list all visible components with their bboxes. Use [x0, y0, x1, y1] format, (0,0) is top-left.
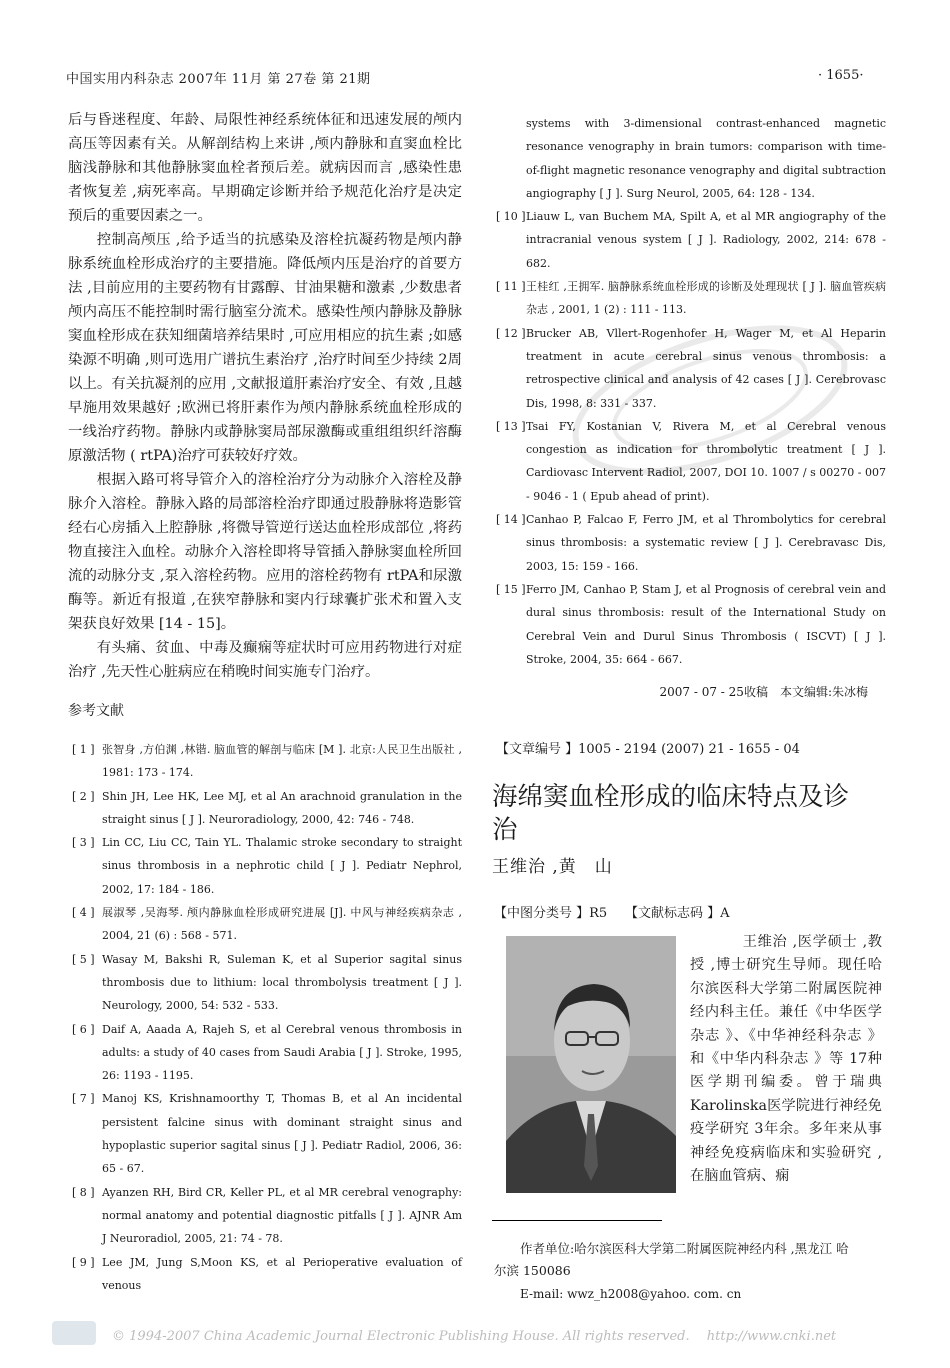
reference-text: 王桂红 ,王拥军. 脑静脉系统血栓形成的诊断及处理现状 [ J ]. 脑血管疾病杂志 , 2001, 1 (2) : 111 - 113.	[526, 280, 886, 317]
author-email: E-mail: wwz_h2008@yahoo. com. cn	[520, 1287, 742, 1301]
footnote-divider	[492, 1220, 662, 1221]
reference-item	[68, 831, 462, 901]
journal-header: 中国实用内科杂志 2007年 11月 第 27卷 第 21期	[66, 72, 371, 87]
right-column	[492, 112, 886, 700]
reference-number: [ 9 ]	[72, 1255, 95, 1269]
reference-number: [ 2 ]	[72, 789, 95, 803]
article-number: 【文章编号 】1005 - 2194 (2007) 21 - 1655 - 04	[496, 742, 800, 757]
reference-number: [ 11 ]	[496, 280, 526, 294]
author-portrait	[506, 936, 676, 1193]
reference-number: [ 12 ]	[496, 326, 526, 340]
reference-item	[68, 948, 462, 1018]
reference-text: 展淑琴 ,吴海琴. 颅内静脉血栓形成研究进展 [J]. 中风与神经疾病杂志 , 2004, 21 (6) : 568 - 571.	[102, 906, 462, 943]
left-column	[68, 108, 462, 1297]
reference-item	[492, 205, 886, 275]
reference-item	[68, 785, 462, 832]
reference-text: Shin JH, Lee HK, Lee MJ, et al An arachnoid granulation in the straight sinus [ J ]. Neuroradiology, 2000, 42: 746 - 748.	[102, 789, 462, 826]
author-bio-text: 王维治 ,医学硕士 ,教授 ,博士研究生导师。现任哈尔滨医科大学第二附属医院神经内科主任。兼任《中华医学杂志 》、《中华神经科杂志 》和《中华内科杂志 》等 17种医学期刊编委。曾于瑞典 Karolinska医学院进行神经免疫学研究 3年余。多年来从事神经免疫病临床和实验研究 ,在脑血管病、痫	[690, 934, 882, 1185]
reference-text: Liauw L, van Buchem MA, Spilt A, et al MR angiography of the intracranial venous system [ J ]. Radiology, 2002, 214: 678 - 682.	[526, 210, 886, 270]
received-date-editor: 2007 - 07 - 25收稿 本文编辑:朱冰梅	[659, 685, 868, 700]
reference-number: [ 5 ]	[72, 952, 95, 966]
cnki-logo-icon	[52, 1321, 96, 1345]
reference-text: Manoj KS, Krishnamoorthy T, Thomas B, et al An incidental persistent falcine sinus with dominant straight sinus and hypoplastic superior sagital sinus [ J ]. Pediatr Radiol, 2006, 36: 65 - 67.	[102, 1092, 462, 1176]
reference-text: Ayanzen RH, Bird CR, Keller PL, et al MR cerebral venography: normal anatomy and potential diagnostic pitfalls [ J ]. AJNR Am J Neuroradiol, 2005, 21: 74 - 78.	[102, 1185, 462, 1246]
reference-item	[492, 275, 886, 322]
page-number: · 1655·	[818, 68, 864, 83]
reference-item	[68, 1251, 462, 1298]
reference-item	[492, 508, 886, 578]
reference-number: [ 4 ]	[72, 906, 95, 920]
reference-item	[68, 738, 462, 785]
body-paragraph: 有头痛、贫血、中毒及癫痫等症状时可应用药物进行对症治疗 ,先天性心脏病应在稍晚时间实施专门治疗。	[68, 640, 462, 680]
reference-number: [ 1 ]	[72, 743, 95, 756]
reference-item	[492, 322, 886, 415]
reference-number: [ 6 ]	[72, 1022, 95, 1036]
reference-item	[68, 1018, 462, 1088]
reference-number: [ 14 ]	[496, 513, 526, 527]
reference-item	[492, 415, 886, 508]
reference-number: [ 7 ]	[72, 1092, 95, 1106]
reference-text: Ferro JM, Canhao P, Stam J, et al Prognosis of cerebral vein and dural sinus thrombosis: result of the International Study on Cerebral Vein and Durul Sinus Thrombosis ( ISCVT) [ J ]. Stroke, 2004, 35: 664 - 667.	[526, 582, 886, 666]
reference-number: [ 13 ]	[496, 419, 526, 433]
reference-text: Brucker AB, Vllert-Rogenhofer H, Wager M, et Al Heparin treatment in acute cerebral sinus venous thrombosis: a retrospective clinical and analysis of 42 cases [ J ]. Cerebrovasc Dis, 1998, 8: 331 - 337.	[526, 326, 886, 410]
reference-number: [ 15 ]	[496, 582, 526, 596]
article-authors: 王维治 ,黄 山	[492, 857, 613, 877]
classification-code: 【中图分类号 】R5	[494, 906, 608, 921]
body-paragraph: 后与昏迷程度、年龄、局限性神经系统体征和迅速发展的颅内高压等因素有关。从解剖结构上来讲 ,颅内静脉和直窦血栓比脑浅静脉和其他静脉窦血栓者预后差。就病因而言 ,感染性患者恢复差 ,病死率高。早期确定诊断并给予规范化治疗是决定预后的重要因素之一。	[68, 112, 462, 224]
author-bio	[690, 931, 882, 1188]
reference-text: Tsai FY, Kostanian V, Rivera M, et al Cerebral venous congestion as indication for thrombolytic treatment [ J ]. Cardiovasc Intervent Radiol, 2007, DOI 10. 1007 / s 00270 - 007 - 9046 - 1 ( Epub ahead of print).	[526, 419, 886, 503]
reference-item	[68, 1087, 462, 1180]
references-heading: 参考文献	[68, 703, 124, 719]
reference-text: Wasay M, Bakshi R, Suleman K, et al Superior sagital sinus thrombosis due to lithium: local thrombolysis treatment [ J ]. Neurology, 2000, 54: 532 - 533.	[102, 952, 462, 1013]
reference-item	[492, 578, 886, 671]
reference-text: 张智身 ,方伯渊 ,林锴. 脑血管的解剖与临床 [M ]. 北京:人民卫生出版社 , 1981: 173 - 174.	[102, 743, 462, 780]
reference-number: [ 3 ]	[72, 836, 95, 850]
reference-number: [ 10 ]	[496, 210, 526, 224]
reference-number: [ 8 ]	[72, 1185, 95, 1199]
article-title: 海绵窦血栓形成的临床特点及诊治	[492, 782, 850, 845]
affiliation-line: 尔滨 150086	[494, 1263, 571, 1278]
reference-text: Canhao P, Falcao F, Ferro JM, et al Thrombolytics for cerebral sinus thrombosis: a systematic review [ J ]. Cerebravasc Dis, 2003, 15: 159 - 166.	[526, 513, 886, 573]
author-affiliation	[494, 1238, 890, 1282]
reference-text: Lin CC, Liu CC, Tain YL. Thalamic stroke secondary to straight sinus thrombosis in a nephrotic child [ J ]. Pediatr Nephrol, 2002, 17: 184 - 186.	[102, 836, 462, 896]
reference-item	[68, 901, 462, 948]
reference-item	[68, 1181, 462, 1251]
body-paragraph: 控制高颅压 ,给予适当的抗感染及溶栓抗凝药物是颅内静脉系统血栓形成治疗的主要措施。降低颅内压是治疗的首要方法 ,目前应用的主要药物有甘露醇、甘油果糖和激素 ,少数患者颅内高压不能控制时需行脑室分流术。感染性颅内静脉及静脉窦血栓形成在获知细菌培养结果时 ,可应用相应的抗生素 ;如感染源不明确 ,则可选用广谱抗生素治疗 ,治疗时间至少持续 2周以上。有关抗凝剂的应用 ,文献报道肝素治疗安全、有效 ,且越早施用效果越好 ;欧洲已将肝素作为颅内静脉系统血栓形成的一线治疗药物。静脉内或静脉窦局部尿激酶或重组组织纤溶酶原激活物 ( rtPA)治疗可获较好疗效。	[68, 232, 462, 464]
document-code: 【文献标志码 】A	[625, 906, 730, 921]
affiliation-line: 作者单位:哈尔滨医科大学第二附属医院神经内科 ,黑龙江 哈	[520, 1241, 849, 1256]
copyright-footer: © 1994-2007 China Academic Journal Electronic Publishing House. All rights reserved. http://www.cnki.net	[112, 1329, 837, 1344]
reference-text: Daif A, Aaada A, Rajeh S, et al Cerebral venous thrombosis in adults: a study of 40 cases from Saudi Arabia [ J ]. Stroke, 1995, 26: 1193 - 1195.	[102, 1022, 462, 1083]
reference-text: systems with 3-dimensional contrast-enhanced magnetic resonance venography in brain tumors: comparison with time-of-flight magnetic resonance venography and digital subtraction angiography [ J ]. Surg Neurol, 2005, 64: 128 - 134.	[526, 117, 886, 200]
reference-text: Lee JM, Jung S,Moon KS, et al Perioperative evaluation of venous	[102, 1255, 462, 1292]
body-paragraph: 根据入路可将导管介入的溶栓治疗分为动脉介入溶栓及静脉介入溶栓。静脉入路的局部溶栓治疗即通过股静脉将造影管经右心房插入上腔静脉 ,将微导管逆行送达血栓形成部位 ,将药物直接注入血栓。动脉介入溶栓即将导管插入静脉窦血栓所回流的动脉分支 ,泵入溶栓药物。应用的溶栓药物有 rtPA和尿激酶等。新近有报道 ,在狭窄静脉和窦内行球囊扩张术和置入支架获良好效果 [14 - 15]。	[68, 472, 462, 632]
reference-continuation	[492, 112, 886, 205]
